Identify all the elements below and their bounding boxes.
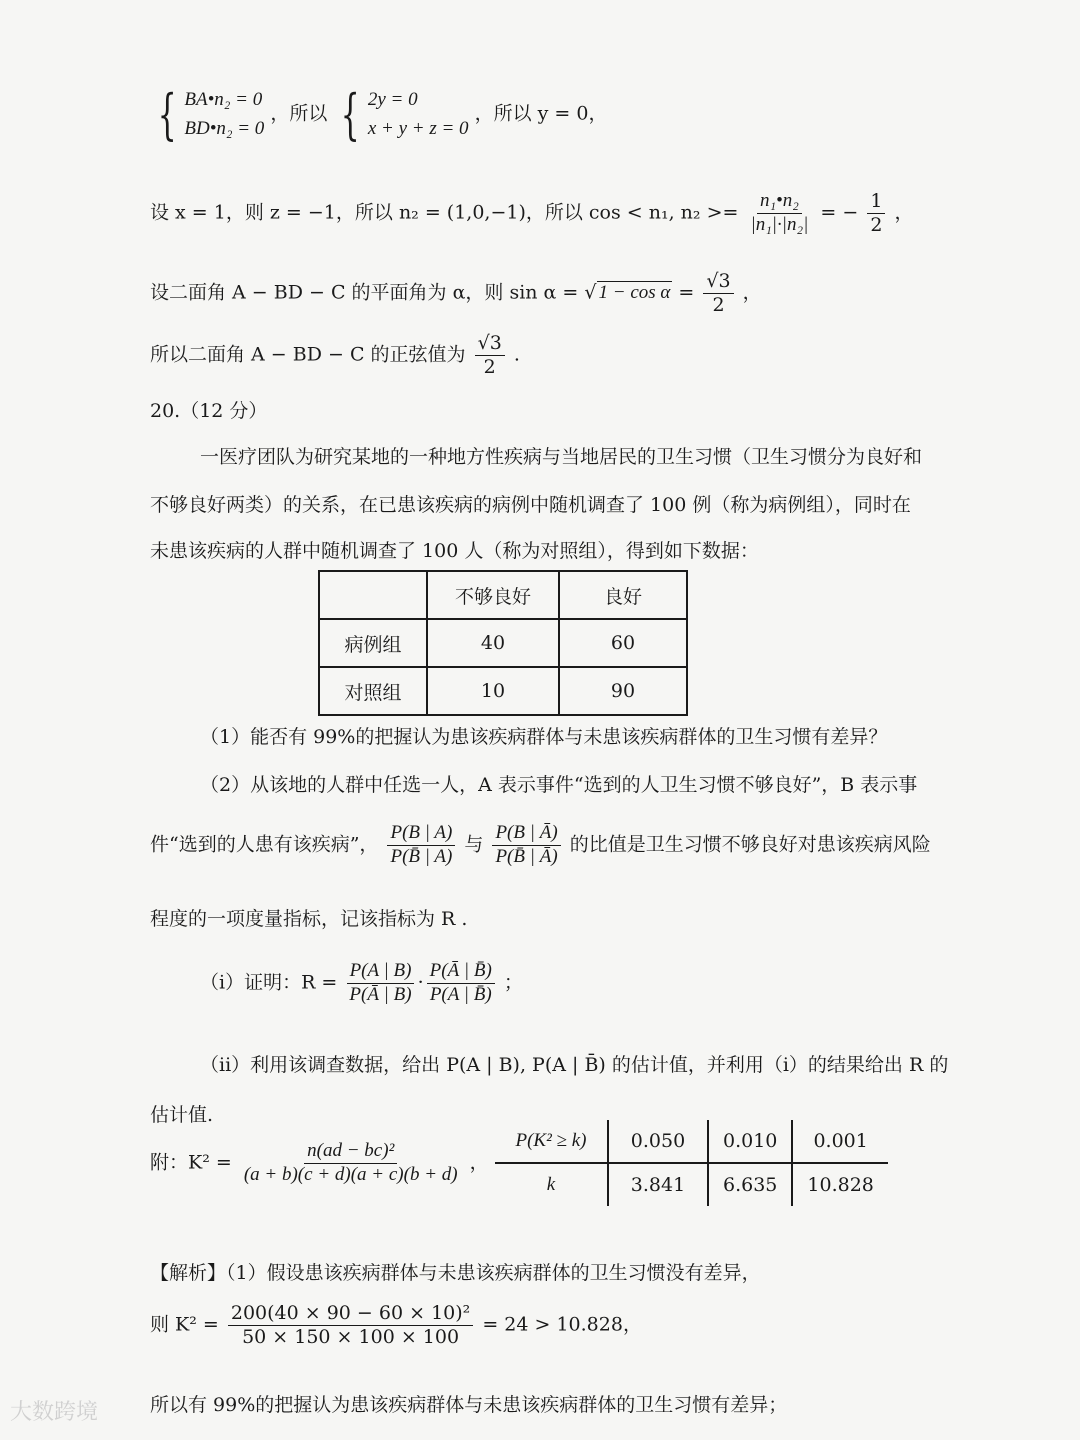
question-20-header: 20.（12 分） (150, 400, 268, 422)
part-ii-line: （ii）利用该调查数据，给出 P(A | B), P(A | B̄) 的估计值，并利用（i）的结果给出 R 的 (200, 1054, 949, 1076)
q20-paragraph-2: 不够良好两类）的关系，在已患该疾病的病例中随机调查了 100 例（称为病例组），同时在 (150, 494, 911, 516)
equation-bd-n2: BD•n₂ = 0 (184, 117, 265, 139)
q20-paragraph-3: 未患该疾病的人群中随机调查了 100 人（称为对照组），得到如下数据： (150, 540, 759, 562)
table-header-row (319, 571, 687, 619)
cos-line: 设 x = 1，则 z = −1，所以 n₂ = (1,0,−1)，所以 cos < n₁, n₂ >= $\frac{\text{n₁•n₂}}{\text{|n₁|·|n₂|}}$ = − $\frac{1}{2}$ ， (150, 190, 914, 236)
sub-question-2-line-c: 程度的一项度量指标，记该指标为 R . (150, 908, 468, 930)
part-ii-line-b: 估计值. (150, 1104, 214, 1126)
table-corner-cell (319, 571, 427, 619)
table-row (495, 1120, 888, 1163)
table-row (319, 667, 687, 715)
table-cell: 10 (427, 667, 559, 715)
analysis-line-2: 则 K² = $\frac{\text{200(40 × 90 − 60 × 10)²}}{50 \times 150 \times 100 \times 100}$ = 24 > 10.828， (150, 1302, 642, 1348)
sub-question-2-line-a: （2）从该地的人群中任选一人，A 表示事件“选到的人卫生习惯不够良好”，B 表示事 (200, 774, 918, 796)
dihedral-line: 设二面角 A − BD − C 的平面角为 α，则 sin α = √ 1 − cos α = $\frac{√3}{2}$ ， (150, 270, 762, 316)
table-cell: 0.001 (813, 1130, 868, 1152)
ratio-fraction-1: $\frac{P(B | A)}{P(B̄ | A)}$ (387, 822, 455, 869)
so-text-1: ，所以 (270, 102, 328, 125)
sine-fraction: $\frac{√3}{2}$ (475, 332, 505, 379)
table-cell: P(K² ≥ k) (495, 1120, 608, 1163)
table-cell: 10.828 (792, 1163, 887, 1206)
root3-over-2: $\frac{√3}{2}$ (703, 270, 733, 317)
appendix-formula: 附：K² = $\frac{\text{n(ad − bc)²}}{(a + b)(c + d)(a + c)(b + d)}$ ， (150, 1140, 489, 1185)
table-cell: 3.841 (608, 1163, 708, 1206)
analysis-line-3: 所以有 99%的把握认为患该疾病群体与未患该疾病群体的卫生习惯有差异； (150, 1394, 788, 1416)
table-cell: 0.010 (708, 1120, 792, 1163)
table-header-cell: 不够良好 (427, 571, 559, 619)
scalar-equations (368, 86, 469, 143)
k-squared-calculation: $\frac{\text{200(40 × 90 − 60 × 10)²}}{50 \times 150 \times 100 \times 100}$ (228, 1302, 473, 1349)
table-cell: 对照组 (319, 667, 427, 715)
half-fraction: $\frac{1}{2}$ (867, 190, 885, 237)
equation-xyz: x + y + z = 0 (367, 117, 469, 139)
proof-fraction-2: $\frac{P(Ā | B̄)}{P(A | B̄)}$ (427, 960, 495, 1007)
table-row (495, 1163, 888, 1206)
table-cell: 0.050 (608, 1120, 708, 1163)
survey-data-table (318, 570, 688, 716)
sub-question-1: （1）能否有 99%的把握认为患该疾病群体与未患该疾病群体的卫生习惯有差异？ (200, 726, 888, 748)
part-i-line: （i）证明：R = $\frac{P(A | B)}{P(Ā | B)}$ · $\frac{P(Ā | B̄)}{P(A | B̄)}$ ； (200, 960, 523, 1005)
table-header-cell: 良好 (559, 571, 687, 619)
analysis-line-1: 【解析】（1）假设患该疾病群体与未患该疾病群体的卫生习惯没有差异， (150, 1262, 761, 1284)
table-cell: 90 (559, 667, 687, 715)
table-cell: 40 (427, 619, 559, 667)
table-cell: k (495, 1163, 608, 1206)
equation-2y: 2y = 0 (367, 89, 418, 110)
equation-ba-n2: BA•n₂ = 0 (184, 89, 263, 110)
sub-question-2-line-b: 件“选到的人患有该疾病”， $\frac{P(B | A)}{P(B̄ | A)}$ 与 $\frac{P(B | Ā)}{P(B̄ | Ā)}$ 的比值是卫生习惯不够良好对患该疾病风险 (150, 822, 931, 867)
so-text-2: ，所以 y = 0， (474, 102, 608, 125)
equation-system-line: { BA•n₂ = 0 BD•n₂ = 0 ，所以 { 2y = 0 x + y + z = 0 ，所以 y = 0， (157, 82, 608, 146)
ratio-fraction-2: $\frac{P(B | Ā)}{P(B̄ | Ā)}$ (492, 822, 560, 869)
watermark: 大数跨境 (10, 1400, 99, 1425)
critical-value-table (495, 1120, 888, 1206)
proof-fraction-1: $\frac{P(A | B)}{P(Ā | B)}$ (346, 960, 414, 1007)
table-cell: 60 (559, 619, 687, 667)
sqrt-expression: 1 − cos α (598, 282, 671, 304)
vector-equations (184, 86, 264, 143)
table-cell: 6.635 (708, 1163, 792, 1206)
q20-paragraph-1: 一医疗团队为研究某地的一种地方性疾病与当地居民的卫生习惯（卫生习惯分为良好和 (200, 446, 923, 468)
k-squared-fraction: $\frac{\text{n(ad − bc)²}}{(a + b)(c + d)(a + c)(b + d)}$ (243, 1140, 458, 1185)
table-row (319, 619, 687, 667)
sine-value-line: 所以二面角 A − BD − C 的正弦值为 $\frac{√3}{2}$ . (150, 332, 520, 378)
cos-fraction: $\frac{\text{n₁•n₂}}{\text{|n₁|·|n₂|}}$ (750, 190, 809, 235)
table-cell: 病例组 (319, 619, 427, 667)
